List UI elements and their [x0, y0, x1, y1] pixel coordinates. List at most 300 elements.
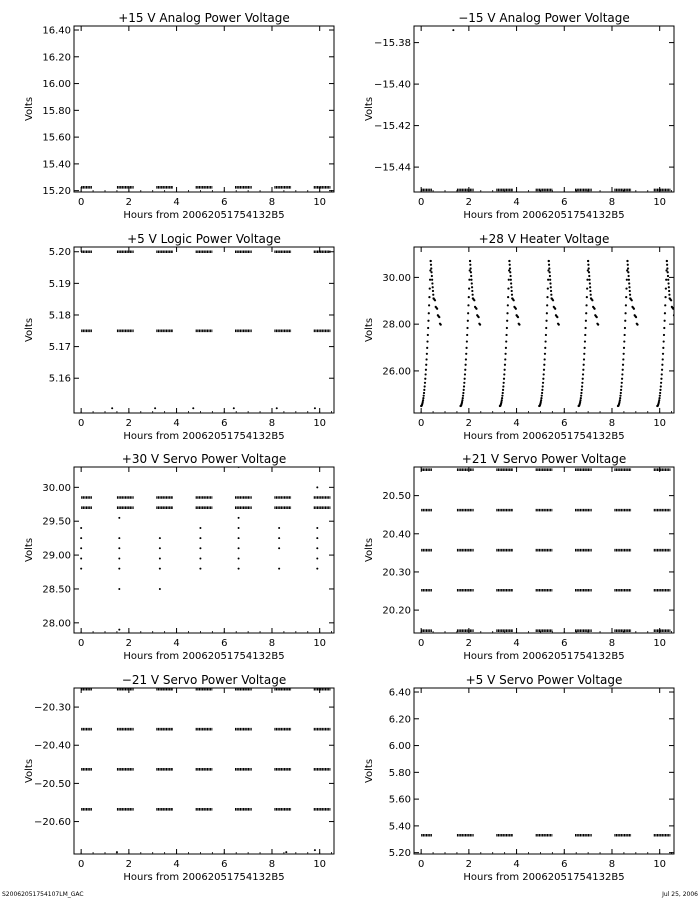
data-point	[469, 260, 471, 262]
data-point	[629, 294, 631, 296]
data-point	[663, 327, 665, 329]
x-tick-label: 2	[125, 638, 133, 649]
chart-title: +5 V Logic Power Voltage	[127, 232, 281, 246]
data-point	[316, 568, 318, 570]
data-point	[465, 364, 467, 366]
y-tick-label: 28.50	[42, 584, 71, 596]
data-point	[432, 294, 434, 296]
y-tick-label: −15.44	[373, 162, 411, 174]
data-point	[667, 271, 669, 273]
x-axis-label: Hours from 20062051754132B5	[463, 210, 625, 221]
data-marks	[80, 466, 330, 631]
data-point	[278, 547, 280, 549]
data-point	[503, 373, 505, 375]
y-tick-label: 15.80	[42, 105, 71, 117]
data-point	[544, 340, 546, 342]
chart-panel-4	[364, 232, 678, 442]
data-point	[620, 389, 622, 391]
data-point	[507, 304, 509, 306]
y-tick-label: 16.20	[42, 52, 71, 64]
data-point	[588, 271, 590, 273]
data-point	[238, 557, 240, 559]
data-point	[423, 392, 425, 394]
data-point	[430, 264, 432, 266]
x-tick-label: 2	[465, 638, 473, 649]
data-point	[199, 527, 201, 529]
data-point	[508, 279, 510, 281]
data-point	[549, 271, 551, 273]
data-point	[426, 340, 428, 342]
x-tick-label: 8	[608, 859, 616, 870]
data-point	[659, 395, 661, 397]
data-point	[586, 279, 588, 281]
data-point	[662, 353, 664, 355]
y-tick-label: 16.00	[42, 79, 71, 91]
data-point	[585, 304, 587, 306]
data-point	[422, 397, 424, 399]
data-point	[464, 369, 466, 371]
data-point	[626, 279, 628, 281]
data-point	[667, 275, 669, 277]
data-point	[316, 486, 318, 488]
x-tick-label: 6	[221, 638, 228, 649]
y-tick-label: 5.16	[48, 373, 71, 385]
data-point	[584, 340, 586, 342]
data-point	[588, 279, 590, 281]
data-point	[619, 397, 621, 399]
data-point	[432, 286, 434, 288]
data-point	[664, 304, 666, 306]
data-point	[625, 287, 627, 289]
data-point	[506, 320, 508, 322]
data-point	[501, 399, 503, 401]
x-tick-label: 6	[221, 859, 228, 870]
data-point	[540, 397, 542, 399]
data-point	[547, 287, 549, 289]
y-axis-label: Volts	[24, 96, 35, 122]
x-tick-label: 2	[125, 859, 133, 870]
data-point	[118, 629, 120, 631]
data-point	[548, 267, 550, 269]
x-tick-label: 8	[268, 859, 276, 870]
data-point	[425, 364, 427, 366]
data-point	[675, 323, 677, 325]
data-point	[501, 395, 503, 397]
x-tick-label: 10	[313, 638, 327, 649]
data-point	[118, 557, 120, 559]
data-point	[621, 373, 623, 375]
chart-panel-6	[364, 452, 674, 662]
data-point	[636, 324, 638, 326]
data-point	[665, 279, 667, 281]
data-point	[584, 327, 586, 329]
data-point	[624, 312, 626, 314]
y-axis-label: Volts	[364, 758, 375, 784]
data-point	[199, 537, 201, 539]
data-point	[505, 334, 507, 336]
data-point	[545, 334, 547, 336]
chart-panel-1	[24, 11, 334, 221]
x-tick-label: 10	[313, 418, 327, 429]
data-point	[627, 267, 629, 269]
data-point	[518, 324, 520, 326]
data-point	[622, 358, 624, 360]
data-point	[278, 568, 280, 570]
data-point	[475, 308, 477, 310]
y-tick-label: 6.00	[388, 741, 411, 753]
data-point	[424, 382, 426, 384]
x-axis-label: Hours from 20062051754132B5	[463, 651, 625, 662]
data-point	[506, 327, 508, 329]
data-point	[80, 547, 82, 549]
data-point	[466, 340, 468, 342]
data-point	[466, 327, 468, 329]
data-point	[502, 392, 504, 394]
data-point	[452, 29, 454, 31]
data-point	[586, 296, 588, 298]
y-tick-label: −20.30	[33, 702, 71, 714]
y-tick-label: 20.50	[382, 491, 411, 503]
data-point	[508, 260, 510, 262]
data-point	[619, 399, 621, 401]
data-point	[238, 466, 240, 468]
data-point	[111, 407, 113, 409]
y-tick-label: 28.00	[42, 618, 71, 630]
data-point	[473, 299, 475, 301]
data-point	[623, 353, 625, 355]
y-tick-label: 5.20	[48, 247, 71, 259]
y-tick-label: 20.20	[382, 605, 411, 617]
data-point	[627, 264, 629, 266]
data-point	[80, 568, 82, 570]
data-point	[580, 395, 582, 397]
data-point	[423, 389, 425, 391]
y-tick-label: −15.40	[373, 79, 411, 91]
data-point	[548, 260, 550, 262]
data-point	[550, 290, 552, 292]
data-point	[556, 316, 558, 318]
data-point	[430, 260, 432, 262]
data-point	[667, 279, 669, 281]
data-point	[154, 407, 156, 409]
data-point	[507, 287, 509, 289]
data-point	[438, 316, 440, 318]
data-point	[468, 296, 470, 298]
data-point	[582, 378, 584, 380]
data-point	[549, 275, 551, 277]
data-point	[276, 407, 278, 409]
data-point	[659, 389, 661, 391]
data-point	[118, 547, 120, 549]
data-point	[314, 849, 316, 851]
x-tick-label: 2	[125, 197, 133, 208]
data-point	[543, 373, 545, 375]
data-point	[625, 296, 627, 298]
data-point	[517, 316, 519, 318]
y-tick-label: −20.50	[33, 778, 71, 790]
data-point	[199, 568, 201, 570]
data-point	[504, 358, 506, 360]
data-point	[510, 286, 512, 288]
data-point	[546, 296, 548, 298]
y-tick-label: 26.00	[382, 366, 411, 378]
y-tick-label: 29.00	[42, 550, 71, 562]
data-point	[626, 260, 628, 262]
data-point	[635, 316, 637, 318]
x-tick-label: 4	[173, 638, 180, 649]
data-point	[159, 588, 161, 590]
x-tick-label: 0	[417, 418, 425, 429]
y-tick-label: 5.17	[48, 342, 71, 354]
data-point	[621, 382, 623, 384]
data-point	[470, 275, 472, 277]
chart-title: +28 V Heater Voltage	[478, 232, 610, 246]
plot-frame	[414, 26, 674, 192]
chart-title: +15 V Analog Power Voltage	[118, 11, 290, 25]
data-point	[434, 299, 436, 301]
data-point	[581, 382, 583, 384]
data-point	[436, 308, 438, 310]
chart-title: +5 V Servo Power Voltage	[465, 673, 623, 687]
data-point	[585, 320, 587, 322]
x-tick-label: 10	[653, 859, 667, 870]
data-point	[469, 264, 471, 266]
data-point	[468, 287, 470, 289]
y-axis-label: Volts	[364, 96, 375, 122]
data-point	[431, 282, 433, 284]
data-point	[478, 316, 480, 318]
data-point	[509, 267, 511, 269]
data-point	[664, 312, 666, 314]
x-axis-label: Hours from 20062051754132B5	[123, 872, 285, 883]
plot-frame	[414, 247, 674, 413]
data-point	[629, 290, 631, 292]
chart-panel-2	[364, 11, 674, 221]
data-point	[504, 353, 506, 355]
data-marks	[421, 29, 670, 190]
y-axis-label: Volts	[364, 537, 375, 563]
data-point	[663, 340, 665, 342]
data-point	[623, 347, 625, 349]
data-point	[465, 347, 467, 349]
data-point	[426, 347, 428, 349]
data-point	[503, 378, 505, 380]
y-axis-label: Volts	[24, 317, 35, 343]
data-point	[515, 308, 517, 310]
data-point	[238, 568, 240, 570]
data-point	[467, 304, 469, 306]
data-point	[628, 279, 630, 281]
data-point	[506, 312, 508, 314]
x-tick-label: 6	[561, 418, 568, 429]
data-point	[285, 851, 287, 853]
data-point	[544, 347, 546, 349]
data-point	[546, 312, 548, 314]
chart-title: +30 V Servo Power Voltage	[121, 452, 287, 466]
data-point	[587, 260, 589, 262]
data-point	[547, 279, 549, 281]
data-point	[583, 353, 585, 355]
data-point	[509, 275, 511, 277]
data-point	[622, 364, 624, 366]
data-point	[543, 364, 545, 366]
data-point	[597, 324, 599, 326]
x-axis-label: Hours from 20062051754132B5	[123, 431, 285, 442]
x-tick-label: 2	[465, 859, 473, 870]
data-point	[278, 527, 280, 529]
x-tick-label: 10	[653, 418, 667, 429]
x-tick-label: 6	[561, 638, 568, 649]
y-tick-label: 5.60	[388, 794, 411, 806]
data-point	[586, 287, 588, 289]
data-point	[238, 527, 240, 529]
data-point	[471, 290, 473, 292]
data-point	[425, 369, 427, 371]
y-axis-label: Volts	[24, 537, 35, 563]
data-point	[587, 264, 589, 266]
data-point	[660, 385, 662, 387]
data-point	[666, 267, 668, 269]
data-point	[501, 397, 503, 399]
x-axis-label: Hours from 20062051754132B5	[123, 651, 285, 662]
y-tick-label: 30.00	[42, 482, 71, 494]
y-tick-label: 15.20	[42, 186, 71, 198]
data-point	[314, 407, 316, 409]
data-point	[467, 312, 469, 314]
data-point	[544, 358, 546, 360]
data-point	[427, 334, 429, 336]
data-point	[479, 324, 481, 326]
data-point	[580, 397, 582, 399]
data-point	[199, 557, 201, 559]
data-point	[427, 327, 429, 329]
data-point	[541, 392, 543, 394]
data-point	[661, 373, 663, 375]
data-point	[159, 557, 161, 559]
x-tick-label: 8	[608, 418, 616, 429]
data-marks	[421, 470, 670, 631]
data-point	[431, 275, 433, 277]
y-tick-label: −20.60	[33, 817, 71, 829]
data-point	[431, 279, 433, 281]
x-tick-label: 0	[417, 197, 425, 208]
x-tick-label: 6	[221, 418, 228, 429]
data-point	[505, 347, 507, 349]
y-tick-label: 15.60	[42, 132, 71, 144]
data-point	[628, 282, 630, 284]
data-point	[558, 324, 560, 326]
y-tick-label: 5.40	[388, 821, 411, 833]
data-point	[192, 407, 194, 409]
data-point	[502, 389, 504, 391]
data-point	[674, 316, 676, 318]
data-point	[467, 320, 469, 322]
x-tick-label: 10	[653, 197, 667, 208]
data-point	[624, 327, 626, 329]
data-point	[545, 320, 547, 322]
data-point	[238, 517, 240, 519]
chart-panel-7	[24, 673, 334, 883]
data-point	[580, 392, 582, 394]
data-point	[510, 282, 512, 284]
data-point	[588, 275, 590, 277]
data-point	[80, 557, 82, 559]
data-point	[159, 547, 161, 549]
footer-date: Jul 25, 2006	[662, 891, 698, 898]
data-point	[619, 395, 621, 397]
y-tick-label: −15.38	[373, 38, 411, 50]
data-point	[668, 290, 670, 292]
chart-panel-3	[24, 232, 334, 442]
data-point	[588, 267, 590, 269]
chart-panel-5	[24, 452, 334, 662]
data-point	[541, 395, 543, 397]
data-point	[552, 299, 554, 301]
data-point	[661, 369, 663, 371]
data-point	[427, 320, 429, 322]
chart-title: −21 V Servo Power Voltage	[121, 673, 287, 687]
x-tick-label: 4	[513, 859, 520, 870]
y-tick-label: −20.40	[33, 740, 71, 752]
data-point	[589, 286, 591, 288]
data-point	[661, 364, 663, 366]
y-axis-label: Volts	[24, 758, 35, 784]
plot-frame	[74, 467, 334, 633]
data-point	[507, 296, 509, 298]
data-point	[471, 286, 473, 288]
x-tick-label: 2	[125, 418, 133, 429]
data-point	[464, 378, 466, 380]
x-tick-label: 0	[417, 638, 425, 649]
data-point	[462, 397, 464, 399]
x-tick-label: 2	[465, 418, 473, 429]
data-point	[581, 385, 583, 387]
plot-frame	[74, 688, 334, 854]
x-tick-label: 0	[77, 859, 85, 870]
y-tick-label: 5.80	[388, 767, 411, 779]
y-tick-label: 6.40	[388, 687, 411, 699]
data-point	[590, 294, 592, 296]
data-point	[658, 397, 660, 399]
data-point	[511, 294, 513, 296]
data-point	[464, 373, 466, 375]
y-tick-label: 5.20	[388, 848, 411, 860]
data-point	[238, 537, 240, 539]
x-tick-label: 2	[465, 197, 473, 208]
data-point	[628, 275, 630, 277]
data-point	[624, 320, 626, 322]
data-point	[429, 287, 431, 289]
data-point	[581, 389, 583, 391]
x-tick-label: 8	[608, 638, 616, 649]
x-tick-label: 4	[513, 418, 520, 429]
data-point	[502, 385, 504, 387]
x-tick-label: 6	[561, 197, 568, 208]
data-point	[316, 527, 318, 529]
data-point	[429, 279, 431, 281]
data-point	[118, 517, 120, 519]
data-point	[159, 537, 161, 539]
y-tick-label: −15.42	[373, 121, 411, 133]
data-point	[513, 299, 515, 301]
data-point	[631, 299, 633, 301]
data-point	[589, 282, 591, 284]
data-point	[668, 286, 670, 288]
data-point	[118, 588, 120, 590]
data-point	[80, 537, 82, 539]
plot-frame	[74, 26, 334, 192]
data-point	[582, 373, 584, 375]
